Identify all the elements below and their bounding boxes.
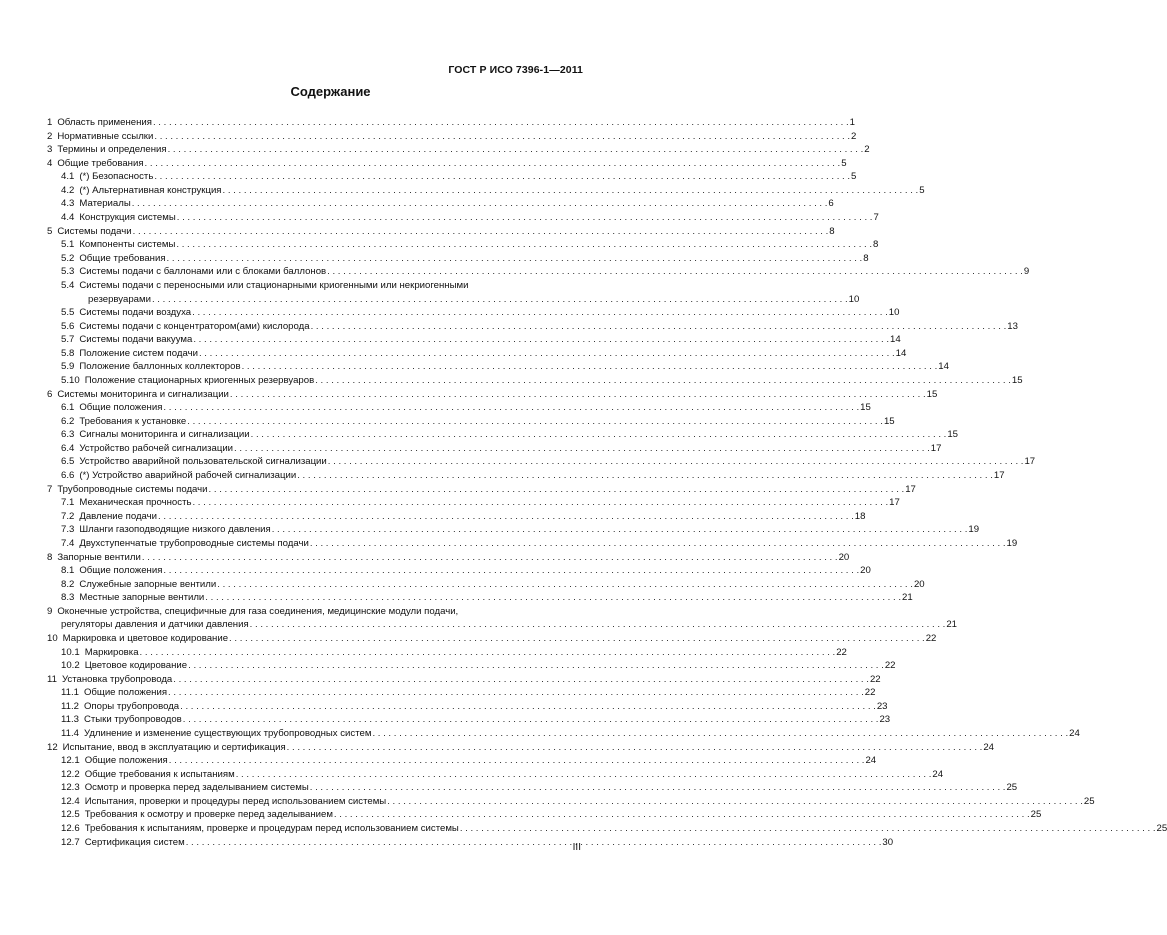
toc-entry-page: 6 <box>828 198 834 210</box>
toc-entry-title: Маркировка <box>84 646 139 658</box>
toc-entry[interactable] <box>47 320 1018 334</box>
dot-leader <box>205 591 901 605</box>
toc-entry-title: Механическая прочность <box>79 497 192 509</box>
toc-entry-number: 12.4 <box>61 795 80 807</box>
document-code: ГОСТ Р ИСО 7396-1—2011 <box>448 64 583 76</box>
toc-entry-title: Требования к установке <box>79 415 187 427</box>
toc-entry[interactable] <box>47 659 896 673</box>
toc-entry-number: 7.3 <box>61 524 75 536</box>
toc-entry-number: 8.2 <box>61 578 75 590</box>
toc-entry-title-continued: резервуарами <box>88 293 151 305</box>
toc-entry-page: 8 <box>873 239 879 251</box>
toc-entry-number: 6.2 <box>61 415 75 427</box>
dot-leader <box>310 537 1006 551</box>
toc-entry-title: Системы мониторинга и сигнализации <box>57 388 229 400</box>
dot-leader <box>234 442 930 456</box>
toc-entry[interactable] <box>47 483 916 497</box>
dot-leader <box>132 197 828 211</box>
toc-entry-title: Системы подачи с концентратором(ами) кислорода <box>79 320 310 332</box>
toc-entry-title: Положение стационарных криогенных резервуаров <box>84 374 315 386</box>
toc-entry-page: 8 <box>829 225 835 237</box>
toc-entry-number: 8.1 <box>61 565 75 577</box>
dot-leader <box>251 428 947 442</box>
toc-entry[interactable] <box>47 632 937 646</box>
dot-leader <box>168 143 864 157</box>
toc-entry-page: 30 <box>882 836 894 848</box>
page-number: III <box>572 842 581 853</box>
toc-entry-number: 4.1 <box>61 171 75 183</box>
dot-leader <box>183 713 879 727</box>
toc-entry-number: 9 <box>47 605 53 617</box>
toc-entry[interactable] <box>47 279 860 306</box>
toc-entry-title: Нормативные ссылки <box>57 130 154 142</box>
toc-entry[interactable] <box>47 713 891 727</box>
toc-entry-page: 15 <box>947 429 958 441</box>
dot-leader <box>242 360 938 374</box>
toc-entry-title: Требования к осмотру и проверке перед заделыванием <box>84 809 333 821</box>
dot-leader <box>460 822 1156 836</box>
toc-entry[interactable] <box>47 347 907 361</box>
dot-leader <box>163 564 859 578</box>
toc-entry-number: 8 <box>47 551 53 563</box>
toc-entry-title: Системы подачи вакуума <box>79 334 193 346</box>
toc-entry-number: 10 <box>47 632 58 644</box>
toc-entry[interactable] <box>47 184 925 198</box>
toc-entry-number: 11.2 <box>61 700 79 712</box>
toc-entry[interactable] <box>47 564 871 578</box>
dot-leader <box>140 646 836 660</box>
toc-entry-page: 25 <box>1006 782 1018 794</box>
toc-entry-page: 5 <box>841 157 847 169</box>
toc-entry-title: Установка трубопровода <box>61 673 173 685</box>
toc-entry[interactable] <box>47 605 958 632</box>
toc-entry-page: 17 <box>889 497 900 509</box>
toc-entry-page: 24 <box>932 768 944 780</box>
dot-leader <box>311 320 1007 334</box>
toc-entry[interactable] <box>47 673 881 687</box>
toc-entry-title: Шланги газоподводящие низкого давления <box>79 524 271 536</box>
toc-entry-number: 12.1 <box>61 755 80 767</box>
toc-entry-number: 5.3 <box>61 266 75 278</box>
toc-entry-page: 5 <box>851 171 857 183</box>
toc-entry[interactable] <box>47 741 995 755</box>
toc-entry-title: Двухступенчатые трубопроводные системы подачи <box>79 537 309 549</box>
dot-leader <box>310 781 1006 795</box>
toc-entry-title: Системы подачи с баллонами или с блоками баллонов <box>79 266 327 278</box>
toc-entry[interactable] <box>47 252 869 266</box>
toc-entry-number: 5.7 <box>61 334 75 346</box>
toc-entry-number: 12.5 <box>61 809 80 821</box>
toc-entry-title: Осмотр и проверка перед заделыванием системы <box>84 782 309 794</box>
toc-entry-page: 24 <box>865 755 877 767</box>
toc-entry-number: 6.4 <box>61 442 75 454</box>
toc-entry-title: Устройство аварийной пользовательской сигнализации <box>79 456 327 468</box>
toc-entry-title: Стыки трубопроводов <box>83 714 182 726</box>
toc-entry-page: 17 <box>905 483 916 495</box>
toc-entry-number: 7.1 <box>61 497 75 509</box>
toc-entry[interactable] <box>47 836 894 850</box>
toc-entry-title: Испытание, ввод в эксплуатацию и сертификация <box>62 741 286 753</box>
toc-entry-page: 25 <box>1156 823 1167 835</box>
toc-entry-number: 12.2 <box>61 768 80 780</box>
toc-entry-title: Положение систем подачи <box>79 347 198 359</box>
toc-entry-number: 6.1 <box>61 402 75 414</box>
toc-entry-title: Положение баллонных коллекторов <box>79 361 241 373</box>
toc-entry-title: Общие положения <box>79 565 163 577</box>
toc-entry[interactable] <box>47 157 847 171</box>
toc-entry-number: 5.5 <box>61 307 75 319</box>
toc-entry-title: Область применения <box>57 117 152 128</box>
toc-entry-page: 24 <box>1069 728 1080 740</box>
toc-entry[interactable] <box>47 523 980 537</box>
toc-entry-number: 12.6 <box>61 823 80 835</box>
toc-entry[interactable] <box>47 116 855 130</box>
toc-entry-number: 11.1 <box>61 687 79 699</box>
toc-entry-title: (*) Альтернативная конструкция <box>79 184 222 196</box>
toc-entry-page: 1 <box>849 117 855 128</box>
toc-entry-title: Системы подачи <box>57 225 132 237</box>
toc-entry-page: 22 <box>925 632 937 644</box>
toc-entry[interactable] <box>47 360 949 374</box>
toc-entry-title: Системы подачи воздуха <box>79 307 192 319</box>
toc-entry-number: 11.3 <box>61 714 79 726</box>
toc-entry[interactable] <box>47 415 895 429</box>
toc-title: Содержание <box>290 84 371 99</box>
toc-entry-number: 4.3 <box>61 198 75 210</box>
toc-entry-number: 12 <box>47 741 58 753</box>
toc-entry-title: Давление подачи <box>79 510 158 522</box>
toc-entry-page: 25 <box>1030 809 1042 821</box>
dot-leader <box>145 157 841 171</box>
toc-entry-page: 14 <box>938 361 949 373</box>
toc-entry-title: (*) Безопасность <box>79 171 154 183</box>
dot-leader <box>154 130 850 144</box>
toc-entry-page: 22 <box>836 646 847 658</box>
toc-entry-number: 5.9 <box>61 361 75 373</box>
dot-leader <box>177 211 873 225</box>
toc-entry-page: 22 <box>869 673 881 685</box>
toc-entry-number: 6.6 <box>61 470 75 482</box>
toc-entry-title: Общие требования к испытаниям <box>84 768 235 780</box>
toc-entry[interactable] <box>47 455 1036 469</box>
toc-entry[interactable] <box>47 686 876 700</box>
toc-entry-number: 11 <box>47 673 57 685</box>
toc-entry-title: Оконечные устройства, специфичные для газа соединения, медицинские модули подачи, <box>57 605 459 617</box>
toc-entry[interactable] <box>47 808 1042 822</box>
toc-entry-number: 5.1 <box>61 239 75 251</box>
toc-entry[interactable] <box>47 306 900 320</box>
toc-entry[interactable] <box>47 211 879 225</box>
toc-entry-number: 5.8 <box>61 347 75 359</box>
toc-entry-number: 10.2 <box>61 660 80 672</box>
toc-entry-page: 25 <box>1083 795 1095 807</box>
dot-leader <box>272 523 968 537</box>
dot-leader <box>315 374 1011 388</box>
toc-entry[interactable] <box>47 700 888 714</box>
toc-entry-page: 8 <box>863 252 869 264</box>
toc-entry-number: 5.2 <box>61 252 75 264</box>
toc-entry-title: Общие требования <box>57 157 144 169</box>
dot-leader <box>209 483 905 497</box>
toc-entry-number: 5.4 <box>61 279 75 291</box>
toc-entry-number: 7.4 <box>61 537 75 549</box>
dot-leader <box>154 170 850 184</box>
toc-entry-title: Маркировка и цветовое кодирование <box>62 632 229 644</box>
toc-entry-page: 17 <box>930 442 942 454</box>
dot-leader <box>167 252 863 266</box>
dot-leader <box>328 455 1024 469</box>
toc-entry-page: 15 <box>926 388 938 400</box>
toc-entry-page: 23 <box>879 714 891 726</box>
dot-leader <box>152 293 848 307</box>
toc-entry-page: 24 <box>983 741 995 753</box>
toc-entry-page: 20 <box>860 565 871 577</box>
toc-entry[interactable] <box>47 265 1030 279</box>
toc-entry-title: Испытания, проверки и процедуры перед использованием системы <box>84 795 387 807</box>
toc-entry-title: Требования к испытаниям, проверке и процедурам перед использованием системы <box>84 823 459 835</box>
dot-leader <box>297 469 993 483</box>
dot-leader <box>176 238 872 252</box>
dot-leader <box>192 306 888 320</box>
toc-entry-title: Компоненты системы <box>79 239 176 251</box>
toc-entry[interactable] <box>47 822 1167 836</box>
toc-entry-number: 7 <box>47 483 53 495</box>
toc-entry[interactable] <box>47 496 900 510</box>
toc-entry[interactable] <box>47 197 834 211</box>
toc-entry-number: 5.10 <box>61 374 80 386</box>
toc-entry-page: 2 <box>864 144 870 156</box>
toc-entry[interactable] <box>47 537 1018 551</box>
toc-entry-title: Сигналы мониторинга и сигнализации <box>79 429 250 441</box>
toc-entry-number: 6 <box>47 388 53 400</box>
toc-entry-page: 15 <box>883 415 895 427</box>
toc-entry[interactable] <box>47 388 938 402</box>
toc-entry-page: 18 <box>854 510 866 522</box>
toc-entry-page: 13 <box>1007 320 1018 332</box>
toc-entry[interactable] <box>47 754 877 768</box>
dot-leader <box>187 415 883 429</box>
toc-entry-title: Системы подачи с переносными или стационарными криогенными или некриогенными <box>79 279 469 291</box>
toc-entry-title: Устройство рабочей сигнализации <box>79 442 234 454</box>
toc-entry-number: 4.4 <box>61 212 75 224</box>
toc-entry-title: Общие положения <box>84 755 168 767</box>
toc-entry-page: 10 <box>888 307 900 319</box>
toc-entry-number: 4.2 <box>61 184 75 196</box>
toc-entry[interactable] <box>47 781 1018 795</box>
toc-entry[interactable] <box>47 795 1095 809</box>
dot-leader <box>199 347 895 361</box>
dot-leader <box>387 795 1083 809</box>
table-of-contents <box>47 116 1167 849</box>
dot-leader <box>173 673 869 687</box>
toc-entry-page: 7 <box>873 212 879 224</box>
dot-leader <box>163 401 859 415</box>
toc-entry-page: 19 <box>1006 537 1018 549</box>
toc-entry-number: 7.2 <box>61 510 75 522</box>
toc-entry-page: 19 <box>968 524 980 536</box>
dot-leader <box>169 754 865 768</box>
toc-entry[interactable] <box>47 510 866 524</box>
toc-entry-title: Общие требования <box>79 252 166 264</box>
toc-entry-page: 9 <box>1023 266 1030 278</box>
toc-entry-title: Трубопроводные системы подачи <box>57 483 208 495</box>
toc-entry-title: Служебные запорные вентили <box>79 578 217 590</box>
toc-entry-number: 8.3 <box>61 592 75 604</box>
toc-entry[interactable] <box>47 442 942 456</box>
toc-entry-title: Конструкция системы <box>79 212 176 224</box>
toc-entry-number: 12.7 <box>61 836 80 848</box>
toc-entry[interactable] <box>47 469 1005 483</box>
toc-entry-number: 2 <box>47 130 53 142</box>
toc-entry-title: Цветовое кодирование <box>84 660 188 672</box>
toc-entry-number: 6.3 <box>61 429 75 441</box>
toc-entry-title: Общие положения <box>83 687 168 699</box>
toc-entry-number: 6.5 <box>61 456 75 468</box>
toc-entry-number: 10.1 <box>61 646 80 658</box>
dot-leader <box>192 496 888 510</box>
toc-entry[interactable] <box>47 170 857 184</box>
toc-entry-number: 11.4 <box>61 728 79 740</box>
toc-entry-page: 21 <box>901 592 913 604</box>
toc-entry-page: 22 <box>864 687 876 699</box>
toc-entry-number: 4 <box>47 157 53 169</box>
toc-entry[interactable] <box>47 727 1080 741</box>
dot-leader <box>188 659 884 673</box>
toc-entry-page: 17 <box>1024 456 1036 468</box>
toc-entry-title: Материалы <box>79 198 131 210</box>
toc-entry[interactable] <box>47 578 925 592</box>
toc-entry-page: 5 <box>919 184 925 196</box>
toc-entry-title: Сертификация систем <box>84 836 185 848</box>
toc-entry-title: Опоры трубопровода <box>83 700 180 712</box>
dot-leader <box>236 768 932 782</box>
dot-leader <box>327 265 1023 279</box>
toc-entry-title: Удлинение и изменение существующих трубопроводных систем <box>83 728 372 740</box>
toc-entry[interactable] <box>47 238 879 252</box>
toc-entry-title: Местные запорные вентили <box>79 592 205 604</box>
toc-entry[interactable] <box>47 591 913 605</box>
toc-entry-page: 14 <box>890 334 901 346</box>
toc-entry-title: (*) Устройство аварийной рабочей сигнализации <box>79 470 297 482</box>
dot-leader <box>217 578 913 592</box>
dot-leader <box>193 333 889 347</box>
toc-entry-title: Общие положения <box>79 402 163 414</box>
toc-entry-page: 15 <box>860 402 871 414</box>
toc-entry-title: Запорные вентили <box>57 551 141 563</box>
dot-leader <box>186 836 882 850</box>
toc-entry[interactable] <box>47 143 870 157</box>
dot-leader <box>223 184 919 198</box>
toc-entry[interactable] <box>47 551 850 565</box>
dot-leader <box>372 727 1068 741</box>
toc-entry[interactable] <box>47 130 857 144</box>
toc-entry-title: Термины и определения <box>57 144 167 156</box>
toc-entry-number: 12.3 <box>61 782 80 794</box>
toc-entry[interactable] <box>47 768 944 782</box>
toc-entry-page: 10 <box>848 293 860 305</box>
toc-entry-title-continued: регуляторы давления и датчики давления <box>61 619 249 631</box>
toc-entry[interactable] <box>47 646 847 660</box>
toc-entry-page: 2 <box>851 130 857 142</box>
toc-entry-page: 17 <box>993 470 1005 482</box>
dot-leader <box>287 741 983 755</box>
dot-leader <box>153 116 849 130</box>
toc-entry-number: 1 <box>47 117 53 128</box>
dot-leader <box>229 632 925 646</box>
toc-entry-number: 3 <box>47 144 53 156</box>
toc-entry-number: 5.6 <box>61 320 75 332</box>
dot-leader <box>180 700 876 714</box>
dot-leader <box>133 225 829 239</box>
toc-entry-page: 21 <box>946 619 958 631</box>
toc-entry-number: 5 <box>47 225 53 237</box>
toc-entry[interactable] <box>47 333 901 347</box>
toc-entry[interactable] <box>47 401 871 415</box>
toc-entry[interactable] <box>47 428 958 442</box>
toc-entry-page: 20 <box>913 578 925 590</box>
toc-entry-page: 23 <box>876 700 888 712</box>
dot-leader <box>334 808 1030 822</box>
dot-leader <box>142 551 838 565</box>
dot-leader <box>230 388 926 402</box>
toc-entry[interactable] <box>47 225 835 239</box>
toc-entry-page: 14 <box>895 347 907 359</box>
toc-entry-page: 22 <box>884 660 896 672</box>
toc-entry[interactable] <box>47 374 1023 388</box>
dot-leader <box>250 618 946 632</box>
toc-entry-page: 20 <box>838 551 850 563</box>
dot-leader <box>168 686 864 700</box>
dot-leader <box>158 510 854 524</box>
toc-entry-page: 15 <box>1011 374 1023 386</box>
